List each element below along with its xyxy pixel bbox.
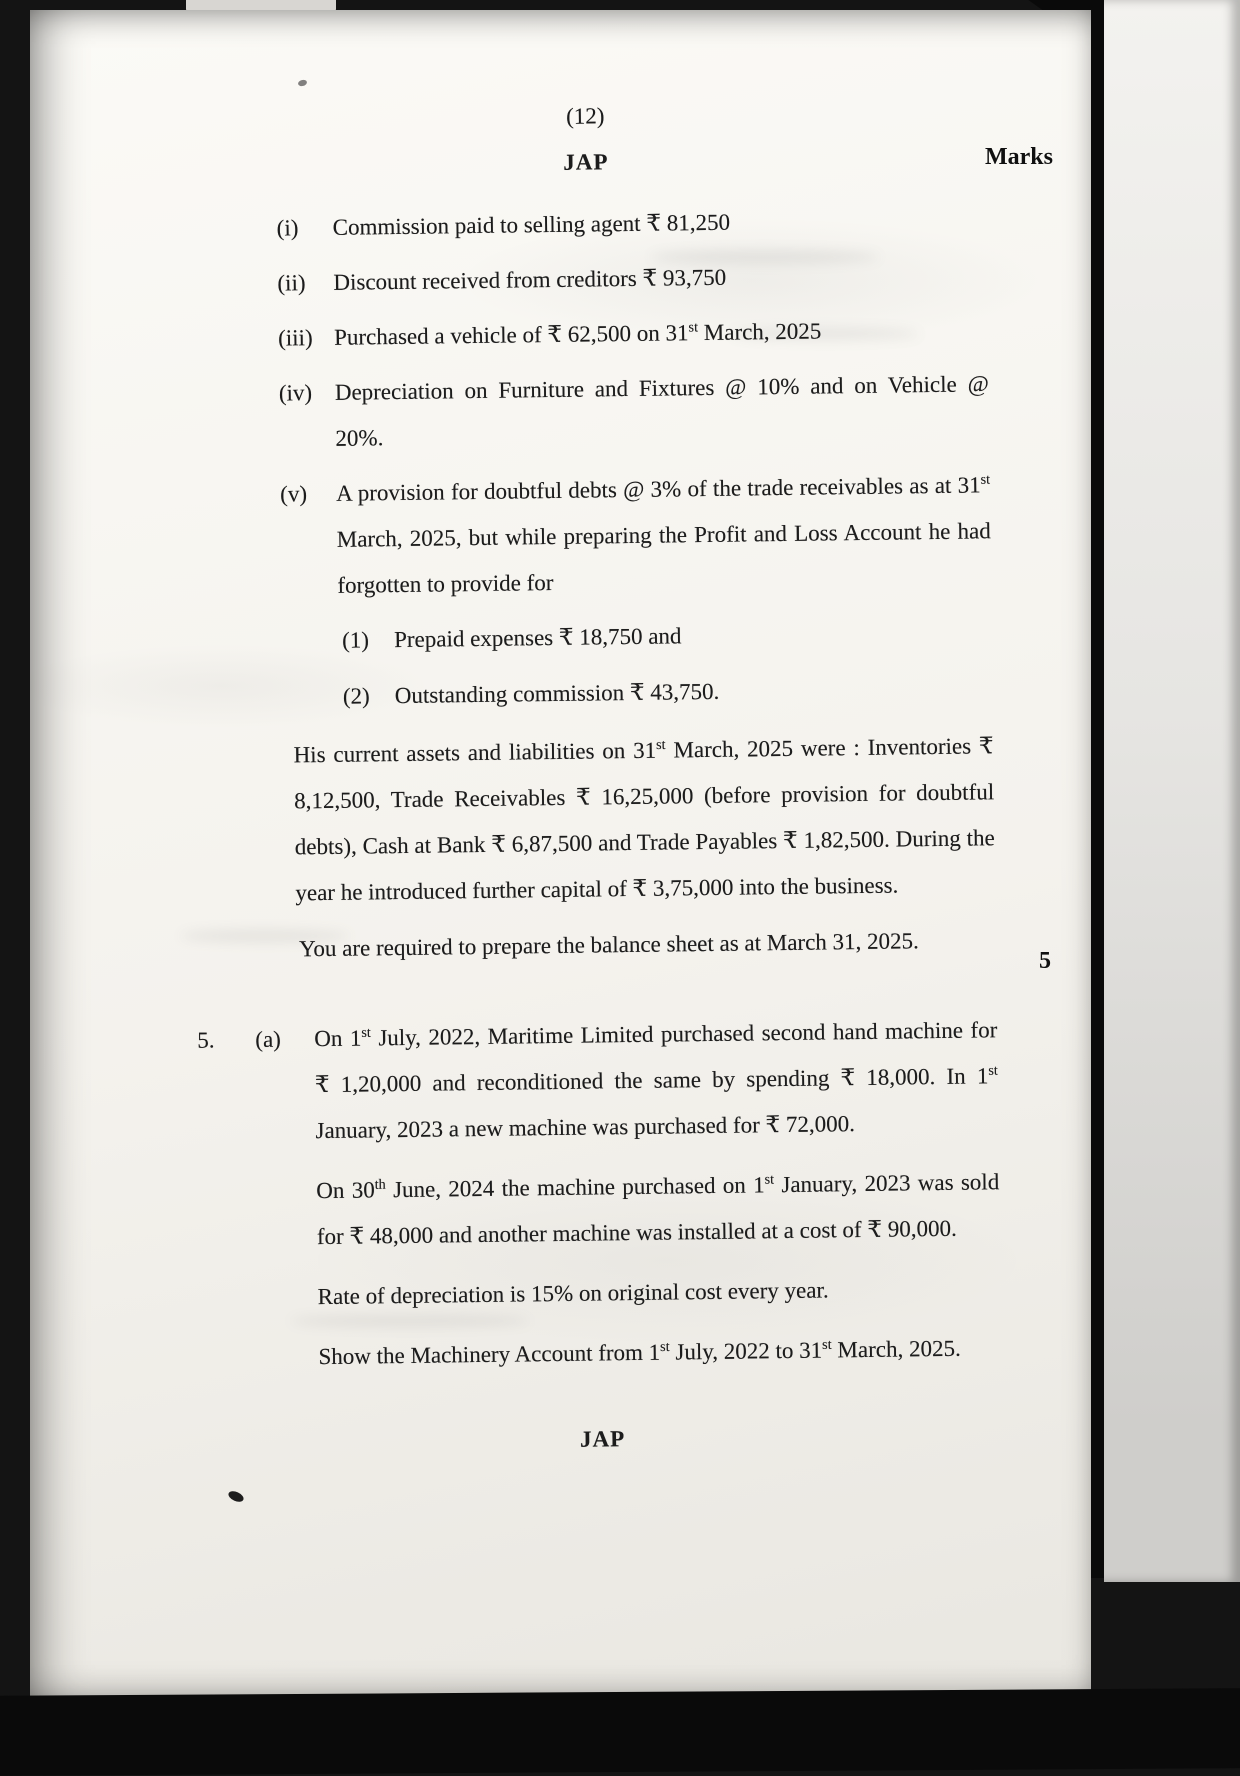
page-gutter-shadow (1091, 0, 1104, 1578)
question-part-label: (a) (255, 1026, 282, 1052)
sub-item-text: Prepaid expenses ₹ 18,750 and (393, 623, 682, 653)
ink-speck (227, 1489, 245, 1504)
list-item-label: (v) (280, 481, 308, 507)
paragraph-current-assets: His current assets and liabilities on 31st March, 2025 were : Inventories ₹ 8,12,500, Trade Receivables ₹ 16,25,000 (before provision for doubtful debts), Cash at Bank ₹ 6,87,500 and Trade Payables ₹ 1,82,500. During the year he introduced further capital of ₹ 3,75,000 into the business. (293, 733, 995, 906)
question-body (314, 1007, 1002, 1394)
list-item-iii (278, 306, 989, 361)
sub-item-label: (2) (342, 683, 370, 709)
scan-bottom-edge (0, 1688, 1240, 1776)
exam-paper (30, 10, 1091, 1700)
question-5 (197, 1007, 1002, 1395)
paper-code-header: JAP (563, 149, 609, 175)
list-item-text: Depreciation on Furniture and Fixtures @ 10% and on Vehicle @ 20%. (334, 371, 989, 451)
list-item-label: (iii) (277, 325, 313, 351)
paragraph-requirement: You are required to prepare the balance sheet as at March 31, 2025. (298, 928, 919, 962)
list-item-i (276, 196, 987, 251)
question-paragraph: On 1st July, 2022, Maritime Limited purchased second hand machine for ₹ 1,20,000 and reconditioned the same by spending ₹ 18,000. In 1st January, 2023 a new machine was purchased for ₹ 72,000. (314, 1017, 998, 1144)
question-paragraph: Rate of depreciation is 15% on original cost every year. (317, 1277, 829, 1310)
list-item-label: (i) (276, 215, 299, 241)
list-item-label: (ii) (277, 270, 306, 296)
sub-item-1 (342, 609, 993, 664)
question-paragraph: On 30th June, 2024 the machine purchased on 1st January, 2023 was sold for ₹ 48,000 and another machine was installed at a cost of ₹ 90,000. (316, 1169, 1000, 1250)
list-item-text: Discount received from creditors ₹ 93,750 (333, 264, 727, 295)
list-item-v (280, 462, 992, 609)
list-item-text: Commission paid to selling agent ₹ 81,250 (332, 209, 731, 240)
question5-marks-value: 5 (1039, 948, 1051, 974)
list-item-iv (279, 361, 990, 462)
page-content (185, 88, 1003, 1467)
sub-item-2 (343, 665, 994, 720)
sub-item-text: Outstanding commission ₹ 43,750. (394, 678, 720, 709)
marks-heading: Marks (985, 144, 1053, 170)
page-number: (12) (565, 103, 605, 129)
ink-speck (297, 79, 307, 87)
sub-item-label: (1) (341, 627, 370, 653)
list-item-text: A provision for doubtful debts @ 3% of the trade receivables as at 31st March, 2025, but while preparing the Profit and Loss Account he had forgotten to provide for (336, 471, 991, 598)
list-item-text: Purchased a vehicle of ₹ 62,500 on 31st March, 2025 (333, 318, 822, 350)
question-paragraph: Show the Machinery Account from 1st July, 2022 to 31st March, 2025. (318, 1335, 961, 1370)
list-item-label: (iv) (278, 380, 313, 406)
adjacent-page-edge (1104, 0, 1240, 1582)
paper-code-footer: JAP (579, 1426, 626, 1452)
list-item-ii (277, 251, 988, 306)
question-number: 5. (197, 1027, 215, 1053)
